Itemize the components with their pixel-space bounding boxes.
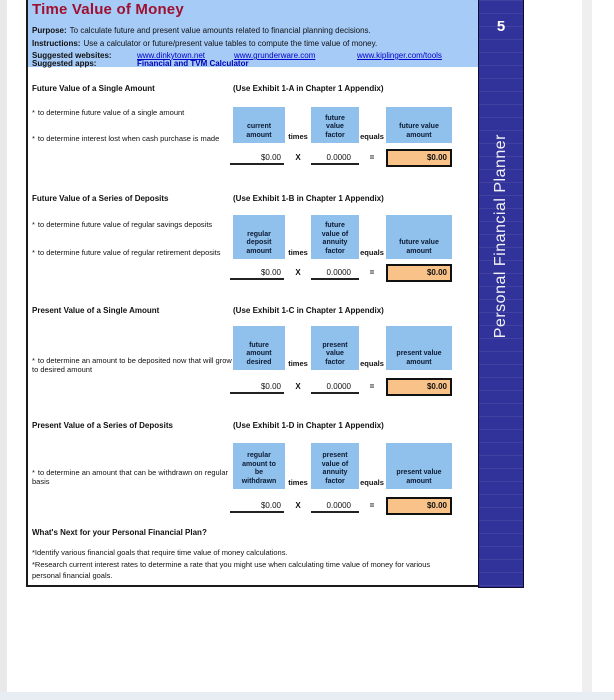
calculation-row bbox=[28, 266, 478, 286]
amount-input[interactable]: $0.00 bbox=[230, 499, 284, 513]
bullet-text: Research current interest rates to determine a rate that you might use when calculating time value of money for various personal financial goals. bbox=[32, 560, 431, 580]
section-pv-single-amount bbox=[28, 306, 478, 421]
bullet-text: to determine future value of a single amount bbox=[37, 108, 185, 117]
exhibit-note: (Use Exhibit 1-B in Chapter 1 Appendix) bbox=[233, 194, 384, 203]
operand-box-amount: current amount bbox=[233, 107, 285, 143]
operand-box-amount: regular amount to be withdrawn bbox=[233, 443, 285, 489]
suggested-websites-label: Suggested websites: bbox=[32, 51, 112, 60]
operand-box-amount: regular deposit amount bbox=[233, 215, 285, 259]
bullet-marker: * bbox=[32, 108, 35, 117]
worksheet-sheet bbox=[26, 0, 478, 587]
times-label: times bbox=[288, 132, 308, 141]
bullet-item bbox=[32, 356, 237, 374]
exhibit-note: (Use Exhibit 1-D in Chapter 1 Appendix) bbox=[233, 421, 384, 430]
result-label-box: present value amount bbox=[386, 326, 452, 370]
result-cell: $0.00 bbox=[386, 378, 452, 396]
equals-label: equals bbox=[360, 359, 384, 368]
bullet-marker: * bbox=[32, 548, 35, 557]
bullet-item bbox=[32, 108, 237, 117]
bullet-marker: * bbox=[32, 560, 35, 569]
exhibit-note: (Use Exhibit 1-C in Chapter 1 Appendix) bbox=[233, 306, 384, 315]
purpose-line bbox=[32, 26, 371, 35]
operand-box-factor: present value of annuity factor bbox=[311, 443, 359, 489]
instructions-text: Use a calculator or future/present value tables to compute the time value of money. bbox=[83, 39, 378, 48]
result-label-box: present value amount bbox=[386, 443, 452, 489]
purpose-text: To calculate future and present value amounts related to financial planning decisions. bbox=[69, 26, 371, 35]
purpose-label: Purpose: bbox=[32, 26, 67, 35]
result-cell: $0.00 bbox=[386, 149, 452, 167]
equals-label: equals bbox=[360, 248, 384, 257]
equals-symbol: = bbox=[369, 153, 375, 162]
bullet-marker: * bbox=[32, 248, 35, 257]
section-title: Future Value of a Single Amount bbox=[32, 84, 155, 93]
equals-symbol: = bbox=[369, 501, 375, 510]
left-margin-strip bbox=[0, 0, 7, 700]
page-title: Time Value of Money bbox=[32, 1, 184, 18]
section-title: Present Value of a Single Amount bbox=[32, 306, 160, 315]
right-margin-strip bbox=[582, 0, 592, 700]
bullet-item bbox=[32, 134, 237, 143]
sidebar-vertical-title bbox=[479, 88, 523, 384]
bullet-item bbox=[32, 220, 237, 229]
sidebar-page-number: 5 bbox=[496, 18, 506, 35]
result-label-box: future value amount bbox=[386, 215, 452, 259]
suggested-apps-label: Suggested apps: bbox=[32, 59, 97, 68]
whats-next-title: What's Next for your Personal Financial Plan? bbox=[32, 528, 207, 537]
operand-box-factor: future value of annuity factor bbox=[311, 215, 359, 259]
instructions-line bbox=[32, 39, 377, 48]
times-label: times bbox=[288, 359, 308, 368]
operand-box-factor: present value factor bbox=[311, 326, 359, 370]
calculation-row bbox=[28, 380, 478, 400]
bullet-marker: * bbox=[32, 220, 35, 229]
amount-input[interactable]: $0.00 bbox=[230, 151, 284, 165]
factor-input[interactable]: 0.0000 bbox=[311, 151, 359, 165]
operand-box-factor: future value factor bbox=[311, 107, 359, 143]
factor-input[interactable]: 0.0000 bbox=[311, 499, 359, 513]
bullet-text: to determine future value of regular savings deposits bbox=[37, 220, 213, 229]
website-link-dinkytown[interactable]: www.dinkytown.net bbox=[137, 51, 206, 60]
result-cell: $0.00 bbox=[386, 497, 452, 515]
equals-symbol: = bbox=[369, 382, 375, 391]
bullet-item bbox=[32, 248, 237, 257]
section-pv-series-deposits bbox=[28, 421, 478, 526]
suggested-apps-value: Financial and TVM Calculator bbox=[137, 59, 249, 68]
calculation-row bbox=[28, 499, 478, 519]
whats-next-block bbox=[28, 526, 478, 584]
website-link-grunderware[interactable]: www.grunderware.com bbox=[234, 51, 316, 60]
section-title: Future Value of a Series of Deposits bbox=[32, 194, 169, 203]
times-label: times bbox=[288, 248, 308, 257]
bullet-item bbox=[32, 547, 434, 558]
sheet-sidebar bbox=[478, 0, 524, 588]
bullet-text: Identify various financial goals that require time value of money calculations. bbox=[34, 548, 288, 557]
result-label-box: future value amount bbox=[386, 107, 452, 143]
bullet-marker: * bbox=[32, 134, 35, 143]
bullet-text: to determine future value of regular retirement deposits bbox=[37, 248, 221, 257]
calculation-row bbox=[28, 151, 478, 171]
instructions-label: Instructions: bbox=[32, 39, 81, 48]
equals-label: equals bbox=[360, 132, 384, 141]
section-fv-series-deposits bbox=[28, 194, 478, 306]
exhibit-note: (Use Exhibit 1-A in Chapter 1 Appendix) bbox=[233, 84, 384, 93]
multiply-symbol: X bbox=[295, 382, 301, 391]
bullet-marker: * bbox=[32, 468, 35, 477]
bullet-text: to determine an amount to be deposited now that will grow to desired amount bbox=[32, 356, 232, 374]
times-label: times bbox=[288, 478, 308, 487]
bullet-item bbox=[32, 468, 237, 486]
factor-input[interactable]: 0.0000 bbox=[311, 380, 359, 394]
section-title: Present Value of a Series of Deposits bbox=[32, 421, 173, 430]
multiply-symbol: X bbox=[295, 268, 301, 277]
equals-symbol: = bbox=[369, 268, 375, 277]
bullet-text: to determine interest lost when cash purchase is made bbox=[37, 134, 220, 143]
factor-input[interactable]: 0.0000 bbox=[311, 266, 359, 280]
website-link-kiplinger[interactable]: www.kiplinger.com/tools bbox=[357, 51, 442, 60]
amount-input[interactable]: $0.00 bbox=[230, 380, 284, 394]
bottom-margin-strip bbox=[0, 692, 614, 700]
section-fv-single-amount bbox=[28, 84, 478, 194]
result-cell: $0.00 bbox=[386, 264, 452, 282]
bullet-item bbox=[32, 559, 434, 581]
multiply-symbol: X bbox=[295, 501, 301, 510]
amount-input[interactable]: $0.00 bbox=[230, 266, 284, 280]
multiply-symbol: X bbox=[295, 153, 301, 162]
sidebar-title-text: Personal Financial Planner bbox=[492, 133, 509, 339]
equals-label: equals bbox=[360, 478, 384, 487]
bullet-text: to determine an amount that can be withdrawn on regular basis bbox=[32, 468, 229, 486]
operand-box-amount: future amount desired bbox=[233, 326, 285, 370]
bullet-marker: * bbox=[32, 356, 35, 365]
header-band bbox=[28, 0, 478, 67]
